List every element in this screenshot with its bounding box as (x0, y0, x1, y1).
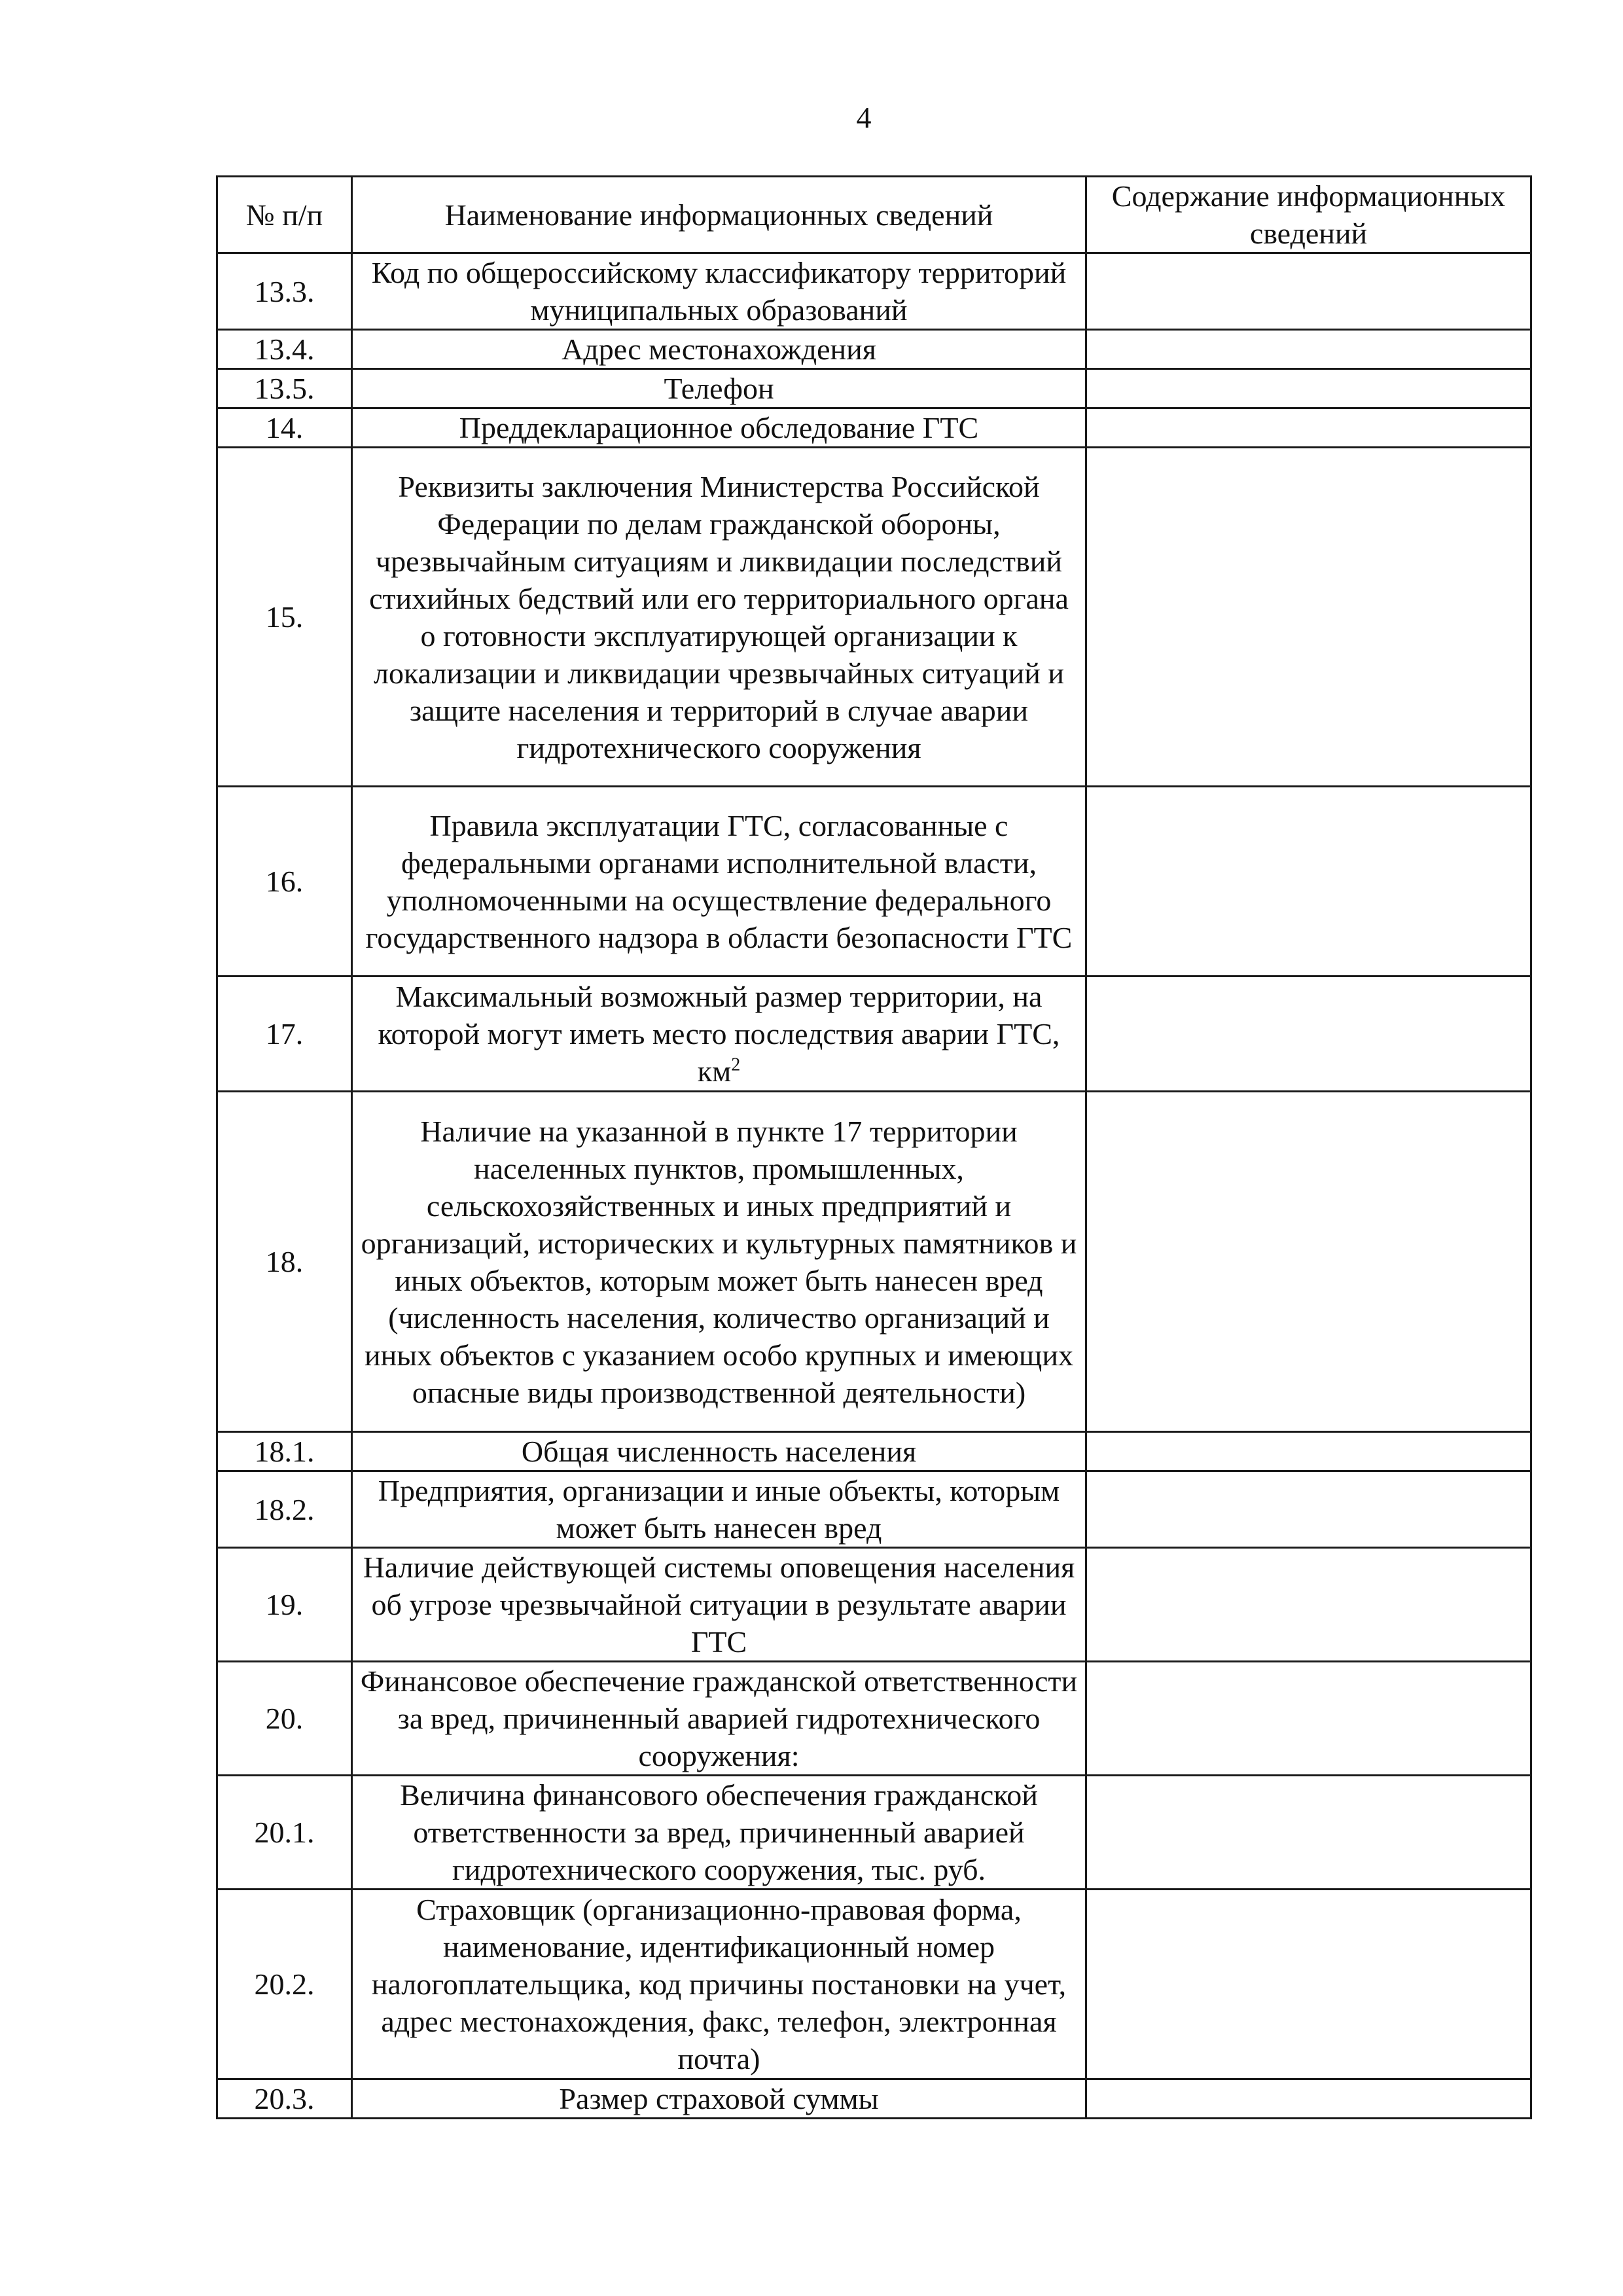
row-name: Код по общероссийскому классификатору территорий муниципальных образований (352, 253, 1086, 330)
row-num: 16. (217, 787, 352, 977)
row-num: 13.5. (217, 369, 352, 408)
row-num: 20. (217, 1662, 352, 1776)
table-row (217, 1092, 1531, 1432)
row-name: Преддекларационное обследование ГТС (352, 408, 1086, 448)
row-name: Наличие действующей системы оповещения населения об угрозе чрезвычайной ситуации в результате аварии ГТС (352, 1548, 1086, 1662)
row-name (352, 977, 1086, 1092)
row-num: 17. (217, 977, 352, 1092)
row-num: 20.1. (217, 1776, 352, 1890)
row-num: 13.3. (217, 253, 352, 330)
header-num: № п/п (217, 177, 352, 253)
table-row (217, 1662, 1531, 1776)
row-content (1086, 330, 1531, 369)
row-name: Адрес местонахождения (352, 330, 1086, 369)
row-name: Реквизиты заключения Министерства Российской Федерации по делам гражданской обороны, чрезвычайным ситуациям и ликвидации последствий стихийных бедствий или его территориального органа о готовности эксплуатирующей организации к локализации и ликвидации чрезвычайных ситуаций и защите населения и территорий в случае аварии гидротехнического сооружения (352, 448, 1086, 787)
row-name: Общая численность населения (352, 1432, 1086, 1471)
row-name: Финансовое обеспечение гражданской ответственности за вред, причиненный аварией гидротехнического сооружения: (352, 1662, 1086, 1776)
row-num: 18.2. (217, 1471, 352, 1548)
row-content (1086, 408, 1531, 448)
row-content (1086, 1776, 1531, 1890)
table-header-row (217, 177, 1531, 253)
table-row (217, 1432, 1531, 1471)
row-num: 15. (217, 448, 352, 787)
row-name: Размер страховой суммы (352, 2079, 1086, 2119)
table-row (217, 1471, 1531, 1548)
row-name: Наличие на указанной в пункте 17 территории населенных пунктов, промышленных, сельскохозяйственных и иных предприятий и организаций, исторических и культурных памятников и иных объектов, которым может быть нанесен вред (численность населения, количество организаций и иных объектов с указанием особо крупных и имеющих опасные виды производственной деятельности) (352, 1092, 1086, 1432)
table-row (217, 977, 1531, 1092)
page-number: 4 (856, 101, 872, 134)
row-content (1086, 1432, 1531, 1471)
row-content (1086, 448, 1531, 787)
row-name: Страховщик (организационно-правовая форма, наименование, идентификационный номер налогоплательщика, код причины постановки на учет, адрес местонахождения, факс, телефон, электронная почта) (352, 1890, 1086, 2079)
table-row (217, 253, 1531, 330)
row-num: 18.1. (217, 1432, 352, 1471)
row-content (1086, 1092, 1531, 1432)
header-name: Наименование информационных сведений (352, 177, 1086, 253)
row-num: 14. (217, 408, 352, 448)
row-num: 18. (217, 1092, 352, 1432)
row-content (1086, 1662, 1531, 1776)
row-name-text: Максимальный возможный размер территории, на которой могут иметь место последствия аварии ГТС, км (378, 980, 1060, 1088)
header-content: Содержание информационных сведений (1086, 177, 1531, 253)
table-row (217, 1890, 1531, 2079)
info-table (216, 175, 1532, 2119)
row-content (1086, 369, 1531, 408)
row-content (1086, 977, 1531, 1092)
row-num: 19. (217, 1548, 352, 1662)
row-num: 13.4. (217, 330, 352, 369)
table-row (217, 1548, 1531, 1662)
superscript: 2 (731, 1054, 741, 1075)
table-row (217, 369, 1531, 408)
table-row (217, 1776, 1531, 1890)
row-content (1086, 1548, 1531, 1662)
table-row (217, 330, 1531, 369)
table-row (217, 787, 1531, 977)
table-row (217, 408, 1531, 448)
row-num: 20.2. (217, 1890, 352, 2079)
row-name: Телефон (352, 369, 1086, 408)
row-name: Правила эксплуатации ГТС, согласованные с федеральными органами исполнительной власти, уполномоченными на осуществление федерального государственного надзора в области безопасности ГТС (352, 787, 1086, 977)
row-content (1086, 787, 1531, 977)
table-row (217, 2079, 1531, 2119)
row-num: 20.3. (217, 2079, 352, 2119)
row-name: Предприятия, организации и иные объекты, которым может быть нанесен вред (352, 1471, 1086, 1548)
row-content (1086, 253, 1531, 330)
row-name: Величина финансового обеспечения гражданской ответственности за вред, причиненный аварией гидротехнического сооружения, тыс. руб. (352, 1776, 1086, 1890)
table-row (217, 448, 1531, 787)
row-content (1086, 1471, 1531, 1548)
row-content (1086, 2079, 1531, 2119)
row-content (1086, 1890, 1531, 2079)
